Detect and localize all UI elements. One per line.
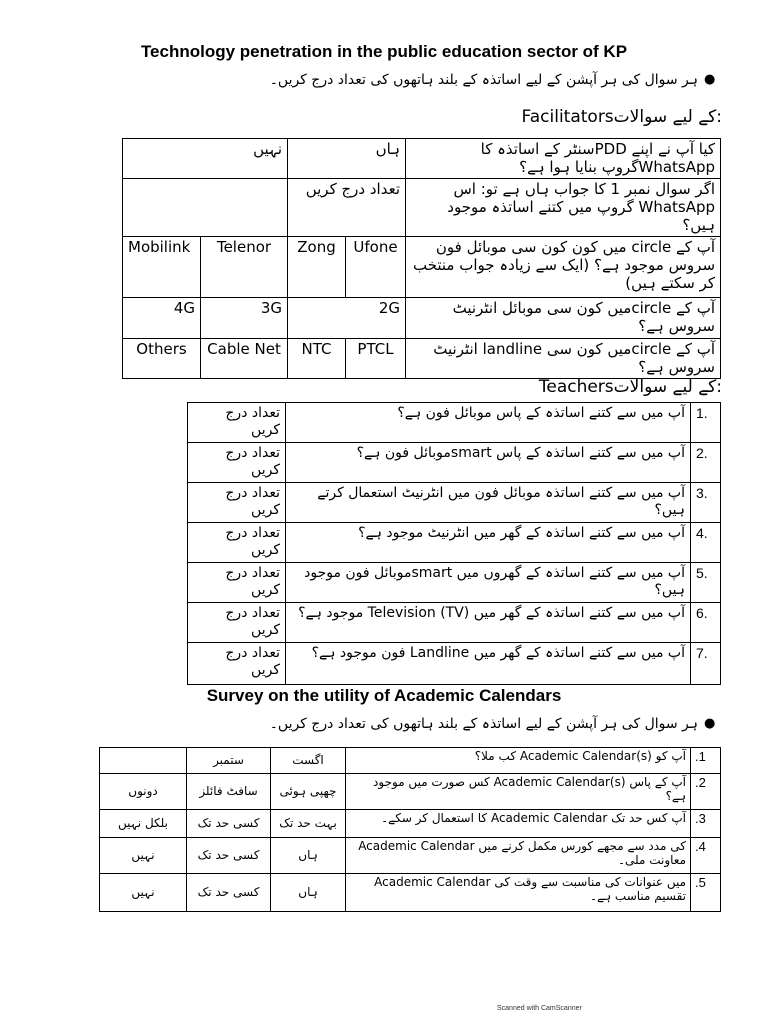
count-entry-label: تعداد درج کریں bbox=[188, 483, 286, 523]
count-entry-label: تعداد درج کریں bbox=[188, 523, 286, 563]
question-text: آپ میں سے کتنے اساتذہ کے گھر میں انٹرنیٹ موجود ہے؟ bbox=[286, 523, 691, 563]
option-2g: 2G bbox=[288, 298, 406, 338]
page-title: Technology penetration in the public education sector of KP bbox=[140, 42, 628, 61]
question-number: 5. bbox=[691, 563, 721, 603]
option-ptcl: PTCL bbox=[346, 338, 406, 378]
table-row bbox=[188, 603, 721, 643]
option-b: سافٹ فائلز bbox=[187, 774, 271, 810]
question-number: 6. bbox=[691, 603, 721, 643]
instruction-text: ہر سوال کی ہر آپشن کے لیے اساتذہ کے بلند ہاتھوں کی تعداد درج کریں۔ bbox=[269, 716, 698, 732]
option-b: کسی حد تک bbox=[187, 810, 271, 838]
table-row bbox=[100, 774, 721, 810]
table-row bbox=[100, 810, 721, 838]
instruction-text: ہر سوال کی ہر آپشن کے لیے اساتذہ کے بلند ہاتھوں کی تعداد درج کریں۔ bbox=[269, 72, 698, 88]
question-text: آپ میں سے کتنے اساتذہ کے پاس موبائل فون ہے؟ bbox=[286, 403, 691, 443]
question-whatsapp-group: کیا آپ نے اپنے PDDسنٹر کے اساتذہ کا WhatsAppگروپ بنایا ہوا ہے؟ bbox=[406, 139, 721, 179]
bullet-icon: ● bbox=[704, 72, 716, 87]
option-ntc: NTC bbox=[288, 338, 346, 378]
table-row bbox=[100, 874, 721, 912]
option-no: نہیں bbox=[123, 139, 288, 179]
option-a: چھپی ہوئی bbox=[271, 774, 346, 810]
question-text: آپ کو Academic Calendar(s) کب ملا؟ bbox=[346, 748, 691, 774]
table-row bbox=[188, 403, 721, 443]
option-zong: Zong bbox=[288, 237, 346, 298]
question-number: 3. bbox=[691, 483, 721, 523]
table-row bbox=[188, 523, 721, 563]
option-c bbox=[100, 748, 187, 774]
table-row bbox=[100, 838, 721, 874]
table-row bbox=[123, 237, 721, 298]
bullet-icon: ● bbox=[704, 716, 716, 731]
facilitators-table bbox=[122, 138, 721, 379]
option-others: Others bbox=[123, 338, 201, 378]
option-a: بہت حد تک bbox=[271, 810, 346, 838]
teachers-heading: Teachersکے لیے سوالات: bbox=[538, 377, 722, 397]
question-text: آپ میں سے کتنے اساتذہ موبائل فون میں انٹرنیٹ استعمال کرتے ہیں؟ bbox=[286, 483, 691, 523]
question-mobile-internet: آپ کے circleمیں کون سی موبائل انٹرنیٹ سروس ہے؟ bbox=[406, 298, 721, 338]
empty-cell bbox=[123, 179, 288, 237]
question-number: .3 bbox=[691, 810, 721, 838]
table-row bbox=[123, 338, 721, 378]
count-entry-label: تعداد درج کریں bbox=[188, 563, 286, 603]
option-telenor: Telenor bbox=[201, 237, 288, 298]
count-entry-label: تعداد درج کریں bbox=[188, 643, 286, 685]
table-row bbox=[123, 139, 721, 179]
question-text: Academic Calendar کی مدد سے مجھے کورس مکمل کرنے میں معاونت ملی۔ bbox=[346, 838, 691, 874]
option-cable-net: Cable Net bbox=[201, 338, 288, 378]
table-row bbox=[123, 179, 721, 237]
count-entry-label: تعداد درج کریں bbox=[188, 403, 286, 443]
option-mobilink: Mobilink bbox=[123, 237, 201, 298]
table-row bbox=[100, 748, 721, 774]
question-number: .1 bbox=[691, 748, 721, 774]
question-text: Academic Calendar میں عنوانات کی مناسبت سے وقت کی تقسیم مناسب ہے۔ bbox=[346, 874, 691, 912]
count-entry-label: تعداد درج کریں bbox=[288, 179, 406, 237]
facilitators-heading: Facilitatorsکے لیے سوالات: bbox=[521, 107, 722, 127]
option-yes: ہاں bbox=[288, 139, 406, 179]
question-text: آپ میں سے کتنے اساتذہ کے گھر میں Television (TV) موجود ہے؟ bbox=[286, 603, 691, 643]
question-number: 4. bbox=[691, 523, 721, 563]
option-a: اگست bbox=[271, 748, 346, 774]
question-text: آپ میں سے کتنے اساتذہ کے گھروں میں smartموبائل فون موجود ہیں؟ bbox=[286, 563, 691, 603]
table-row bbox=[188, 443, 721, 483]
question-mobile-service: آپ کے circle میں کون کون سی موبائل فون سروس موجود ہے؟ (ایک سے زیادہ جواب منتخب کر سکتے ہیں) bbox=[406, 237, 721, 298]
option-ufone: Ufone bbox=[346, 237, 406, 298]
question-group-members: اگر سوال نمبر 1 کا جواب ہاں ہے تو: اس WhatsApp گروپ میں کتنے اساتذہ موجود ہیں؟ bbox=[406, 179, 721, 237]
question-number: .4 bbox=[691, 838, 721, 874]
option-b: ستمبر bbox=[187, 748, 271, 774]
footer-text: Scanned with CamScanner bbox=[497, 1005, 582, 1012]
question-number: 2. bbox=[691, 443, 721, 483]
option-b: کسی حد تک bbox=[187, 874, 271, 912]
option-b: کسی حد تک bbox=[187, 838, 271, 874]
calendar-table bbox=[99, 747, 721, 912]
question-number: 1. bbox=[691, 403, 721, 443]
question-text: آپ کس حد تک Academic Calendar کا استعمال کر سکے۔ bbox=[346, 810, 691, 838]
count-entry-label: تعداد درج کریں bbox=[188, 603, 286, 643]
question-text: آپ میں سے کتنے اساتذہ کے پاس smartموبائل فون ہے؟ bbox=[286, 443, 691, 483]
option-4g: 4G bbox=[123, 298, 201, 338]
table-row bbox=[188, 643, 721, 685]
question-number: .2 bbox=[691, 774, 721, 810]
question-number: 7. bbox=[691, 643, 721, 685]
question-text: آپ کے پاس Academic Calendar(s) کس صورت میں موجود ہے؟ bbox=[346, 774, 691, 810]
count-entry-label: تعداد درج کریں bbox=[188, 443, 286, 483]
option-c: دونوں bbox=[100, 774, 187, 810]
question-landline-internet: آپ کے circleمیں کون سی landline انٹرنیٹ سروس ہے؟ bbox=[406, 338, 721, 378]
question-text: آپ میں سے کتنے اساتذہ کے گھر میں Landline فون موجود ہے؟ bbox=[286, 643, 691, 685]
section-title: Survey on the utility of Academic Calendars bbox=[206, 686, 562, 705]
option-3g: 3G bbox=[201, 298, 288, 338]
table-row bbox=[123, 298, 721, 338]
option-c: بلکل نہیں bbox=[100, 810, 187, 838]
option-a: ہاں bbox=[271, 838, 346, 874]
question-number: .5 bbox=[691, 874, 721, 912]
option-c: نہیں bbox=[100, 874, 187, 912]
table-row bbox=[188, 483, 721, 523]
option-a: ہاں bbox=[271, 874, 346, 912]
table-row bbox=[188, 563, 721, 603]
option-c: نہیں bbox=[100, 838, 187, 874]
teachers-table bbox=[187, 402, 721, 685]
